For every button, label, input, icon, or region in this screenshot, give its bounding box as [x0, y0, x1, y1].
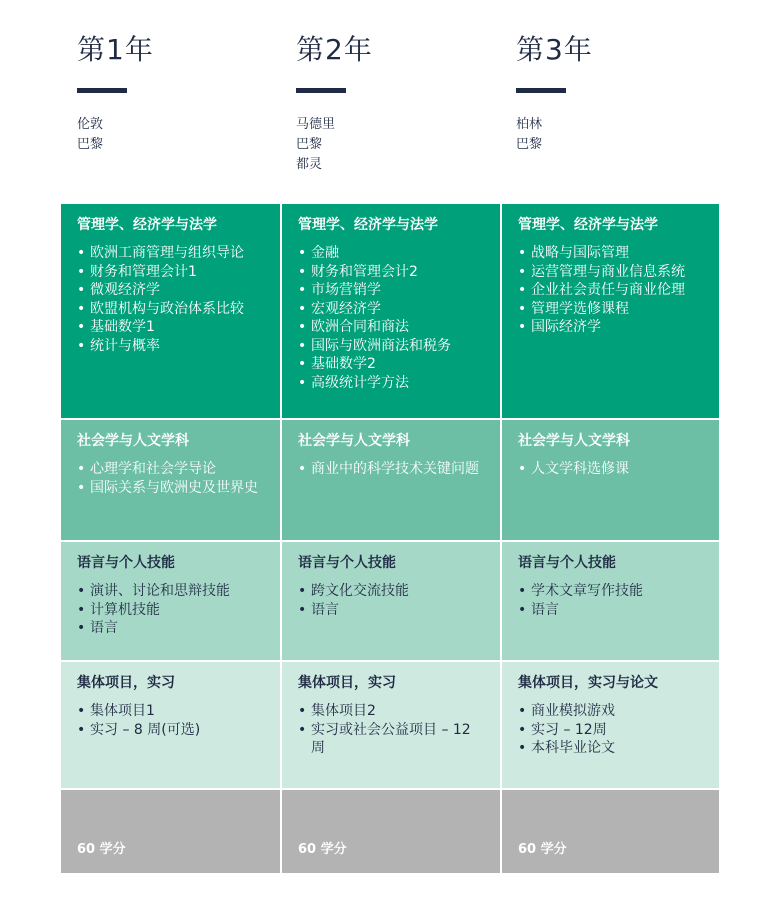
skills-cell-year1	[61, 542, 280, 660]
course-item: • 财务和管理会计1	[77, 263, 264, 282]
course-item: • 市场营销学	[298, 281, 484, 300]
course-item: • 宏观经济学	[298, 300, 484, 319]
course-item: • 欧盟机构与政治体系比较	[77, 300, 264, 319]
credits-label: 60 学分	[77, 842, 126, 857]
cell-heading: 语言与个人技能	[518, 555, 616, 571]
course-list	[298, 582, 484, 619]
course-item: • 国际与欧洲商法和税务	[298, 337, 484, 356]
humanities-cell-year3	[500, 420, 719, 540]
city: 伦敦	[77, 117, 104, 132]
credits-label: 60 学分	[518, 842, 567, 857]
course-list	[518, 460, 703, 479]
course-list	[518, 582, 703, 619]
cell-heading: 语言与个人技能	[298, 555, 396, 571]
cell-heading: 集体项目，实习	[77, 675, 175, 691]
cell-heading: 社会学与人文学科	[298, 433, 410, 449]
year-2-cities	[296, 115, 500, 175]
cell-heading: 集体项目，实习	[298, 675, 396, 691]
course-item: • 学术文章写作技能	[518, 582, 703, 601]
year-2-underline	[296, 88, 346, 93]
credits-cell-year1	[61, 790, 280, 873]
projects-cell-year3	[500, 662, 719, 788]
course-item: • 演讲、讨论和思辩技能	[77, 582, 264, 601]
skills-cell-year2	[280, 542, 500, 660]
management-cell-year3	[500, 204, 719, 418]
cell-heading: 管理学、经济学与法学	[77, 217, 217, 233]
course-item: • 跨文化交流技能	[298, 582, 484, 601]
year-1-cities	[77, 115, 280, 155]
year-header	[61, 0, 719, 204]
course-item: • 战略与国际管理	[518, 244, 703, 263]
cell-heading: 社会学与人文学科	[77, 433, 189, 449]
course-list	[77, 582, 264, 638]
humanities-cell-year2	[280, 420, 500, 540]
course-list	[298, 460, 484, 479]
course-item: • 人文学科选修课	[518, 460, 703, 479]
course-item: • 语言	[298, 601, 484, 620]
course-item: • 实习或社会公益项目 – 12 周	[298, 721, 484, 758]
year-2-column	[280, 0, 500, 204]
course-item: • 集体项目1	[77, 702, 264, 721]
city: 巴黎	[77, 137, 104, 152]
course-list	[518, 244, 703, 337]
city: 马德里	[296, 117, 336, 132]
course-item: • 基础数学2	[298, 355, 484, 374]
cell-heading: 管理学、经济学与法学	[518, 217, 658, 233]
year-3-title: 第3年	[516, 33, 593, 66]
course-item: • 欧洲合同和商法	[298, 318, 484, 337]
course-item: • 运营管理与商业信息系统	[518, 263, 703, 282]
course-item: • 欧洲工商管理与组织导论	[77, 244, 264, 263]
credits-cell-year3	[500, 790, 719, 873]
cell-heading: 集体项目，实习与论文	[518, 675, 658, 691]
city: 都灵	[296, 157, 323, 172]
year-2-title: 第2年	[296, 33, 373, 66]
course-item: • 企业社会责任与商业伦理	[518, 281, 703, 300]
course-item: • 商业中的科学技术关键问题	[298, 460, 484, 479]
course-list	[77, 460, 264, 497]
course-item: • 国际经济学	[518, 318, 703, 337]
city: 柏林	[516, 117, 543, 132]
year-1-title: 第1年	[77, 33, 154, 66]
credits-cell-year2	[280, 790, 500, 873]
course-list	[298, 702, 484, 758]
course-item: • 语言	[518, 601, 703, 620]
year-3-underline	[516, 88, 566, 93]
credits-label: 60 学分	[298, 842, 347, 857]
year-1-column	[61, 0, 280, 204]
year-3-cities	[516, 115, 719, 155]
cell-heading: 社会学与人文学科	[518, 433, 630, 449]
management-cell-year1	[61, 204, 280, 418]
course-item: • 本科毕业论文	[518, 739, 703, 758]
year-3-column	[500, 0, 719, 204]
course-list	[77, 244, 264, 355]
curriculum-grid	[61, 204, 719, 873]
skills-cell-year3	[500, 542, 719, 660]
course-item: • 管理学选修课程	[518, 300, 703, 319]
course-item: • 集体项目2	[298, 702, 484, 721]
course-list	[77, 702, 264, 739]
course-item: • 基础数学1	[77, 318, 264, 337]
course-item: • 高级统计学方法	[298, 374, 484, 393]
course-item: • 统计与概率	[77, 337, 264, 356]
projects-cell-year1	[61, 662, 280, 788]
course-item: • 实习 – 12周	[518, 721, 703, 740]
city: 巴黎	[296, 137, 323, 152]
projects-cell-year2	[280, 662, 500, 788]
course-list	[518, 702, 703, 758]
course-item: • 计算机技能	[77, 601, 264, 620]
course-item: • 国际关系与欧洲史及世界史	[77, 479, 264, 498]
city: 巴黎	[516, 137, 543, 152]
course-item: • 金融	[298, 244, 484, 263]
course-list	[298, 244, 484, 392]
year-1-underline	[77, 88, 127, 93]
course-item: • 心理学和社会学导论	[77, 460, 264, 479]
management-cell-year2	[280, 204, 500, 418]
course-item: • 商业模拟游戏	[518, 702, 703, 721]
course-item: • 财务和管理会计2	[298, 263, 484, 282]
course-item: • 微观经济学	[77, 281, 264, 300]
course-item: • 语言	[77, 619, 264, 638]
course-item: • 实习 – 8 周(可选)	[77, 721, 264, 740]
humanities-cell-year1	[61, 420, 280, 540]
cell-heading: 语言与个人技能	[77, 555, 175, 571]
cell-heading: 管理学、经济学与法学	[298, 217, 438, 233]
